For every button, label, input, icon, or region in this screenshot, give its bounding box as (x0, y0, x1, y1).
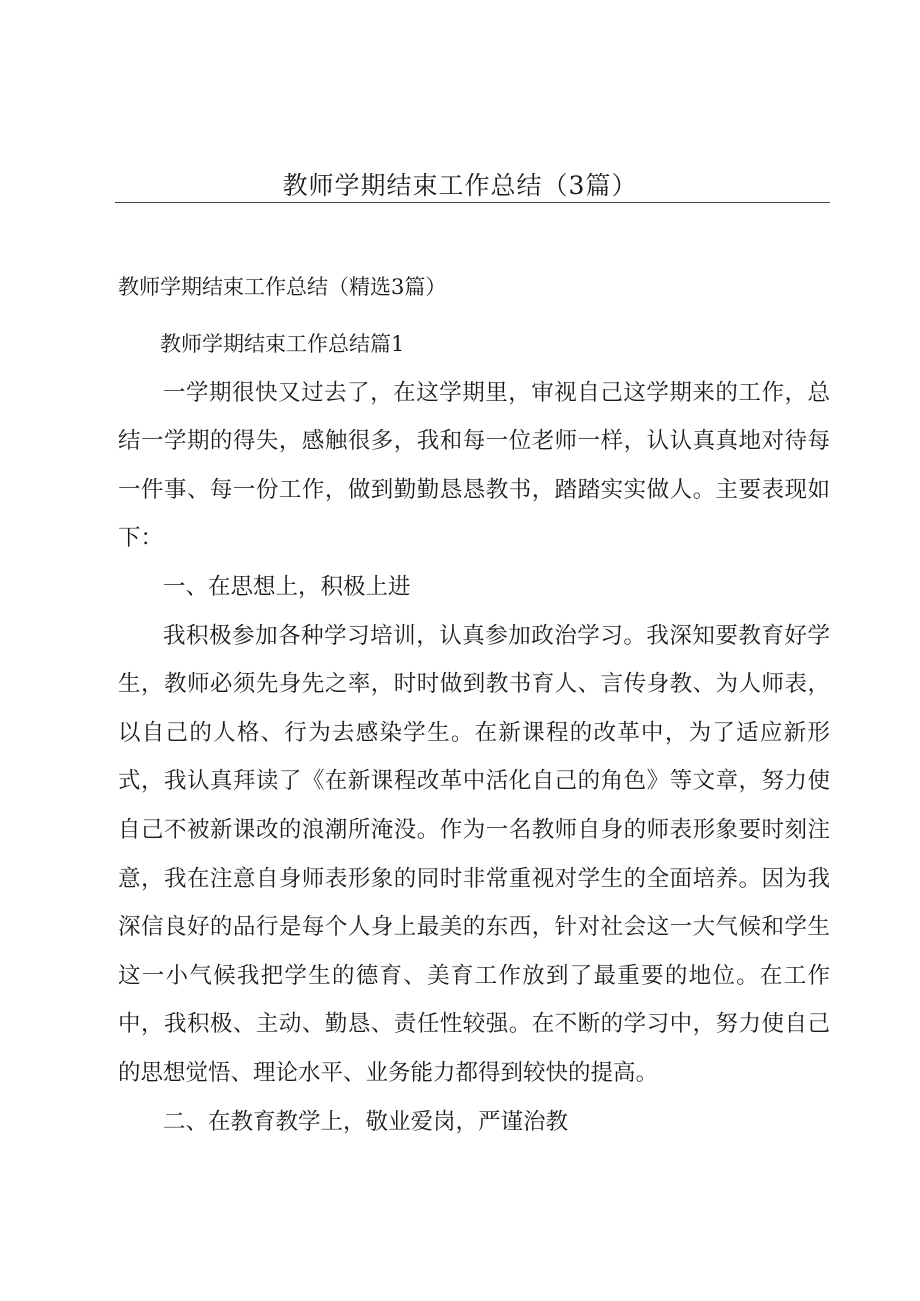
document-body (118, 320, 830, 1146)
heading-one: 一、在思想上，积极上进 (163, 573, 411, 600)
heading-two: 二、在教育教学上，敬业爱岗，严谨治教 (163, 1108, 569, 1135)
intro-paragraph: 一学期很快又过去了，在这学期里，审视自己这学期来的工作，总结一学期的得失，感触很多，我和每一位老师一样，认认真真地对待每一件事、每一份工作，做到勤勤恳恳教书，踏踏实实做人。主要表现如下： (118, 379, 830, 552)
body-paragraph-one: 我积极参加各种学习培训，认真参加政治学习。我深知要教育好学生，教师必须先身先之率，时时做到教书育人、言传身教、为人师表，以自己的人格、行为去感染学生。在新课程的改革中，为了适应新形式，我认真拜读了《在新课程改革中活化自己的角色》等文章，努力使自己不被新课改的浪潮所淹没。作为一名教师自身的师表形象要时刻注意，我在注意自身师表形象的同时非常重视对学生的全面培养。因为我深信良好的品行是每个人身上最美的东西，针对社会这一大气候和学生这一小气候我把学生的德育、美育工作放到了最重要的地位。在工作中，我积极、主动、勤恳、责任性较强。在不断的学习中，努力使自己的思想觉悟、理论水平、业务能力都得到较快的提高。 (118, 622, 830, 1086)
section-heading: 教师学期结束工作总结篇1 (160, 332, 405, 356)
document-subtitle: 教师学期结束工作总结（精选3篇） (118, 275, 447, 299)
title-underline (115, 202, 830, 203)
document-title: 教师学期结束工作总结（3篇） (282, 171, 638, 200)
